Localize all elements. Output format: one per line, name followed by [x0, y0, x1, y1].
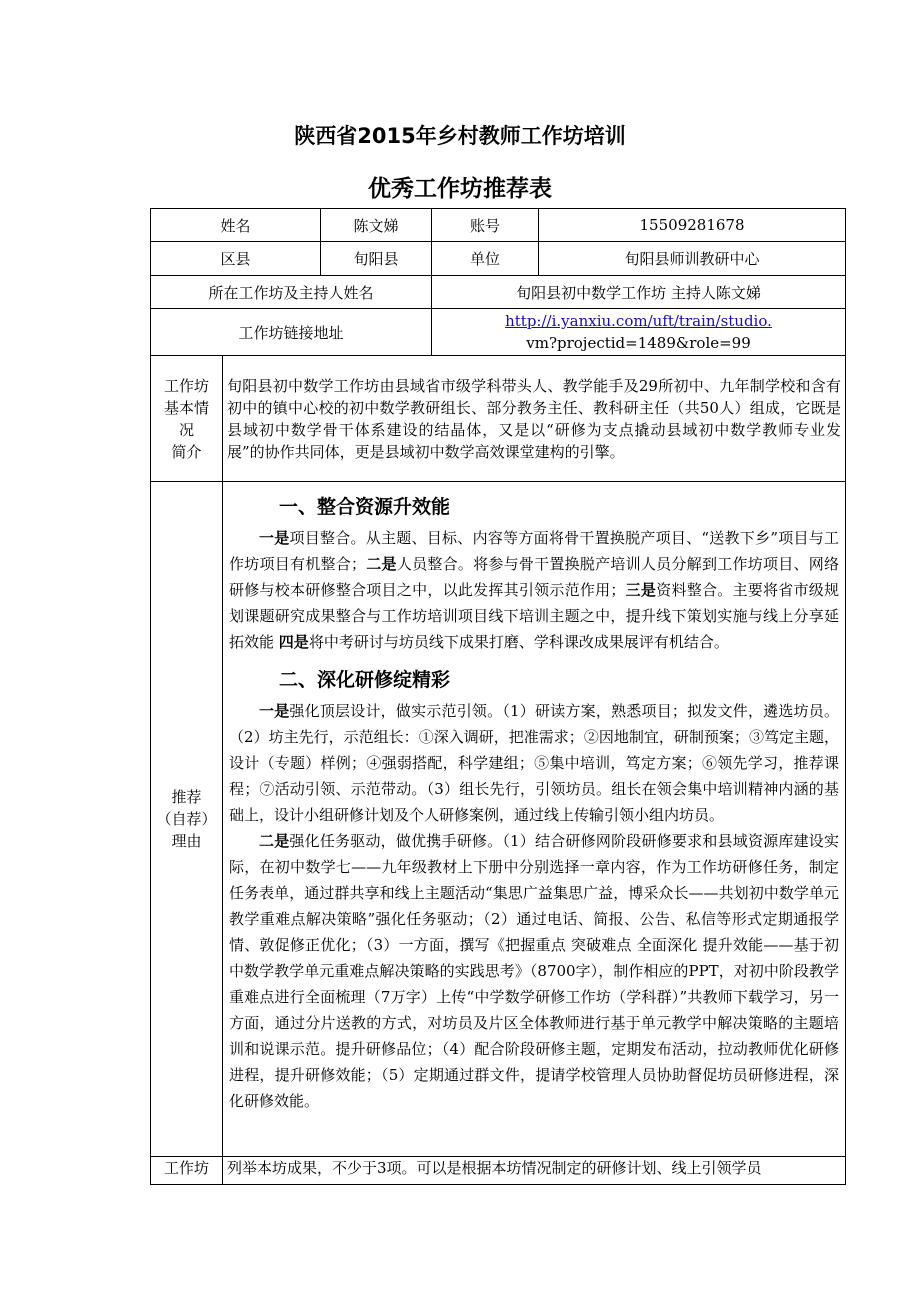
document-title: 陕西省2015年乡村教师工作坊培训 [294, 124, 626, 148]
workshop-row [151, 276, 846, 309]
achievement-label: 工作坊 [151, 1157, 223, 1185]
keyword: 三是 [625, 581, 657, 599]
workshop-value: 旬阳县初中数学工作坊 主持人陈文娣 [432, 276, 846, 309]
reason-content [223, 482, 846, 1157]
document-subtitle: 优秀工作坊推荐表 [368, 176, 552, 202]
keyword: 一是 [259, 702, 290, 720]
workshop-link[interactable]: http://i.yanxiu.com/uft/train/studio. [505, 312, 772, 330]
achievement-text: 列举本坊成果，不少于3项。可以是根据本坊情况制定的研修计划、线上引领学员 [223, 1157, 846, 1185]
account-value: 15509281678 [539, 209, 846, 242]
keyword: 二是 [259, 832, 290, 850]
keyword: 一是 [259, 529, 290, 547]
link-cell [432, 309, 846, 356]
intro-label-line: 况 [178, 420, 194, 439]
intro-label [151, 356, 223, 482]
section2-paragraph-1 [229, 698, 839, 828]
section2-text-1: 强化顶层设计，做实示范引领。（1）研读方案，熟悉项目；拟发文件，遴选坊员。（2）坊主先行，示范组长：①深入调研，把准需求；②因地制宜，研制预案；③笃定主题，设计（专题）样例；④强弱搭配，科学建组；⑤集中培训，笃定方案；⑥领先学习，推荐课程；⑦活动引领、示范带动。（3）组长先行，引领坊员。组长在领会集中培训精神内涵的基础上，设计小组研修计划及个人研修案例，通过线上传输引领小组内坊员。 [229, 702, 840, 824]
name-label: 姓名 [151, 209, 321, 242]
county-unit-row [151, 242, 846, 276]
section1-paragraph [229, 525, 839, 655]
unit-value: 旬阳县师训教研中心 [539, 242, 846, 276]
reason-label-line: 推荐 [171, 788, 202, 806]
achievement-row [151, 1157, 846, 1185]
intro-row [151, 356, 846, 482]
intro-label-line: 工作坊 [163, 376, 209, 395]
keyword: 四是 [278, 633, 309, 651]
reason-label [151, 482, 223, 1157]
reason-label-line: （自荐） [156, 810, 217, 828]
intro-label-line: 简介 [171, 442, 202, 461]
link-label: 工作坊链接地址 [151, 309, 432, 356]
intro-label-line: 基本情 [163, 398, 209, 417]
recommendation-form-table [150, 208, 846, 1185]
section1-text-2: 人员整合。将参与骨干置换脱产培训人员分解到工作坊项目、网络研修与校本研修整合项目之中，以此发挥其引领示范作用； [229, 555, 839, 599]
keyword: 二是 [366, 555, 397, 573]
section1-text-4: 将中考研讨与坊员线下成果打磨、学科课改成果展评有机结合。 [308, 633, 729, 651]
workshop-label: 所在工作坊及主持人姓名 [151, 276, 432, 309]
name-account-row [151, 209, 846, 242]
section1-text-3: 资料整合。主要将省市级规划课题研究成果整合与工作坊培训项目线下培训主题之中，提升线下策划实施与线上分享延拓效能 [229, 581, 840, 651]
section2-text-2: 强化任务驱动，做优携手研修。（1）结合研修网阶段研修要求和县域资源库建设实际，在初中数学七——九年级教材上下册中分别选择一章内容，作为工作坊研修任务，制定任务表单，通过群共享和线上主题活动“集思广益集思广益，博采众长——共划初中数学单元教学重难点解决策略”强化任务驱动；（2）通过电话、简报、公告、私信等形式定期通报学情、敦促修正优化；（3）一方面，撰写《把握重点 突破难点 全面深化 提升效能——基于初中数学教学单元重难点解决策略的实践思考》（8700字），制作相应的PPT，对初中阶段教学重难点进行全面梳理（7万字）上传“中学数学研修工作坊（学科群）”共教师下载学习，另一方面，通过分片送教的方式，对坊员及片区全体教师进行基于单元教学中解决策略的主题培训和说课示范。提升研修品位；（4）配合阶段研修主题，定期发布活动，拉动教师优化研修进程，提升研修效能；（5）定期通过群文件，提请学校管理人员协助督促坊员研修进程，深化研修效能。 [229, 832, 840, 1110]
reason-label-line: 理由 [171, 832, 202, 850]
unit-label: 单位 [432, 242, 539, 276]
account-label: 账号 [432, 209, 539, 242]
workshop-link-query: vm?projectid=1489&role=99 [526, 334, 751, 352]
county-label: 区县 [151, 242, 321, 276]
intro-text: 旬阳县初中数学工作坊由县域省市级学科带头人、教学能手及29所初中、九年制学校和含有初中的镇中心校的初中数学教研组长、部分教务主任、教科研主任（共50人）组成，它既是县域初中数学骨干体系建设的结晶体，又是以“研修为支点撬动县域初中数学教师专业发展”的协作共同体，更是县域初中数学高效课堂建构的引擎。 [223, 356, 846, 482]
reason-row [151, 482, 846, 1157]
name-value: 陈文娣 [321, 209, 432, 242]
county-value: 旬阳县 [321, 242, 432, 276]
section-heading-2: 二、深化研修绽精彩 [279, 669, 451, 691]
section2-paragraph-2 [229, 828, 839, 1114]
link-row [151, 309, 846, 356]
section1-text-1: 项目整合。从主题、目标、内容等方面将骨干置换脱产项目、“送教下乡”项目与工作坊项目有机整合； [229, 529, 840, 573]
section-heading-1: 一、整合资源升效能 [279, 496, 451, 518]
